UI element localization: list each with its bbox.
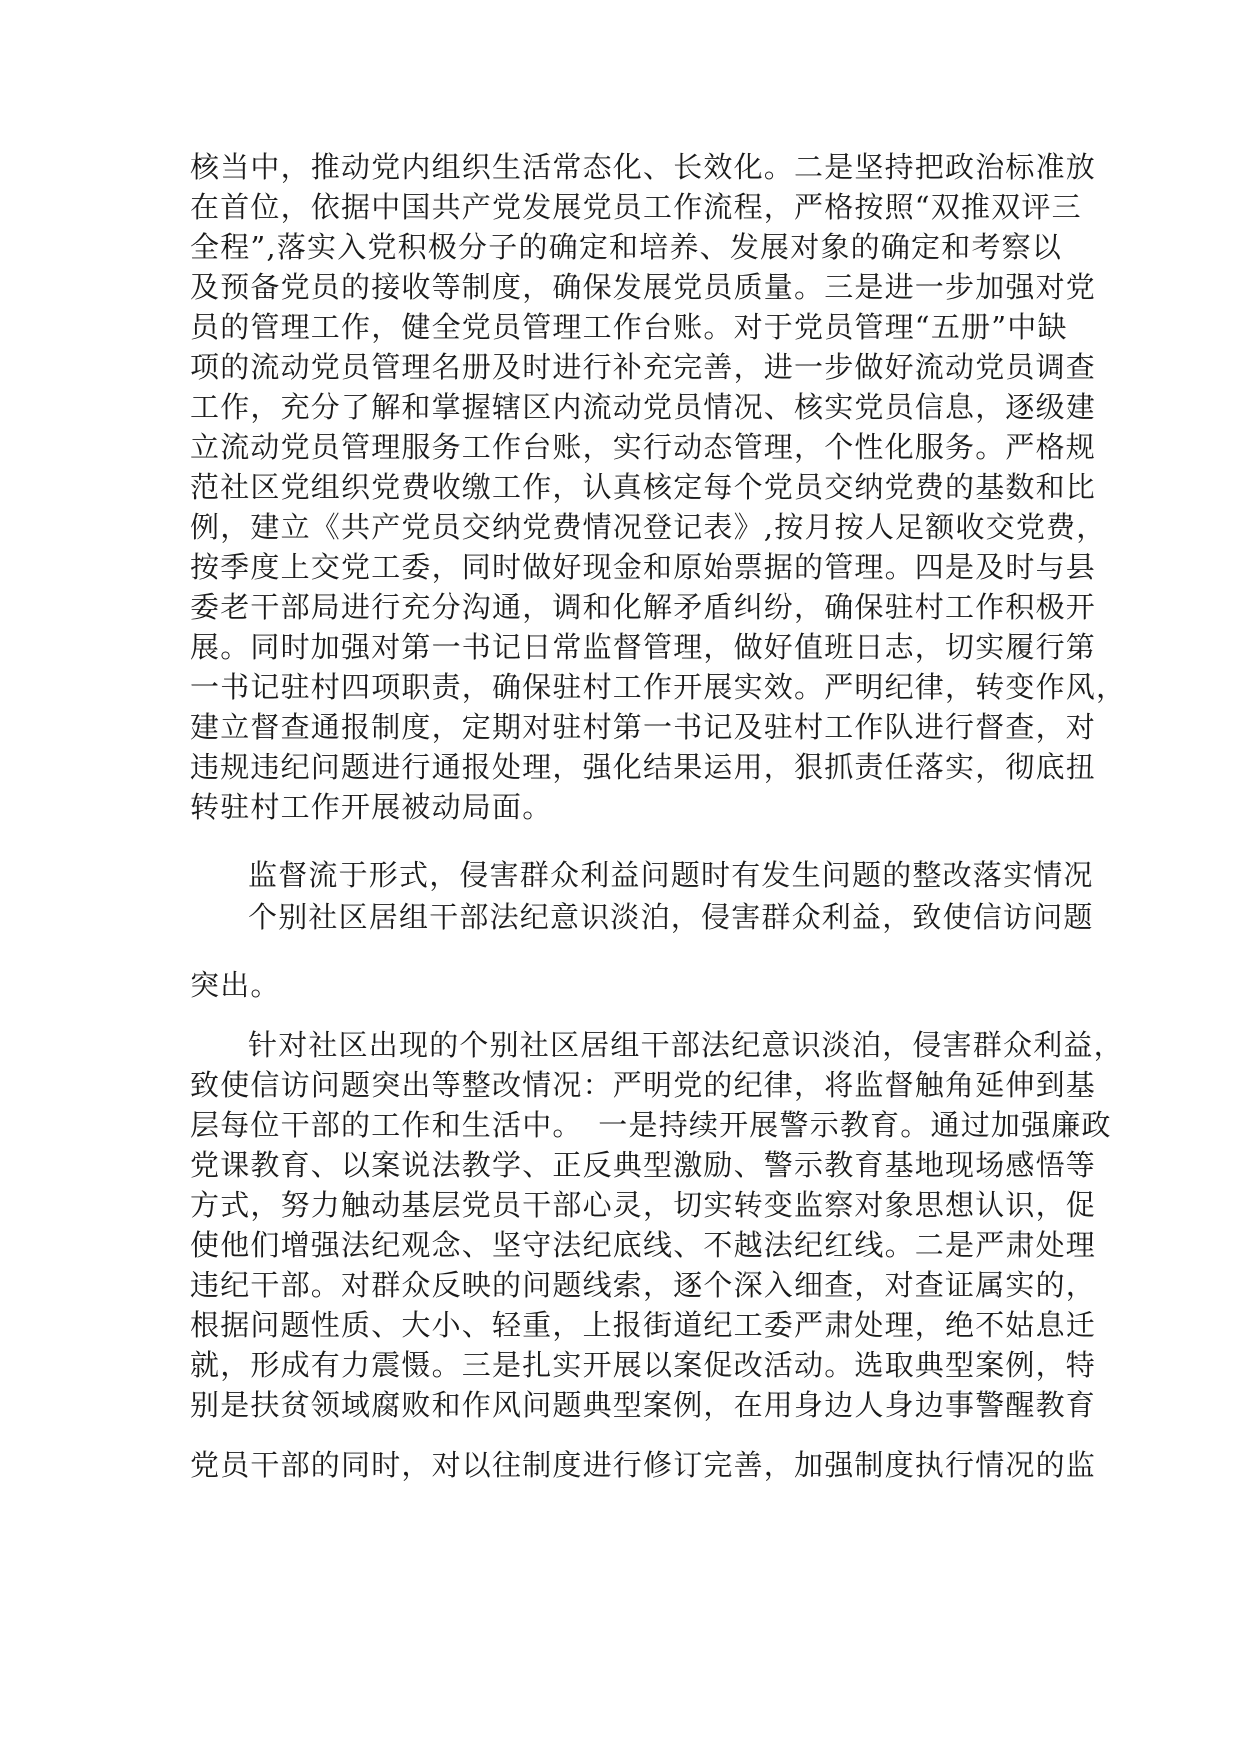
issue-statement-line: 个别社区居组干部法纪意识淡泊，侵害群众利益，致使信访问题 (248, 900, 1094, 934)
paragraph-1-line: 例，建立《共产党员交纳党费情况登记表》,按月按人足额收交党费， (190, 510, 1107, 544)
paragraph-2-line: 党员干部的同时，对以往制度进行修订完善，加强制度执行情况的监 (190, 1448, 1097, 1482)
paragraph-1-line: 范社区党组织党费收缴工作，认真核定每个党员交纳党费的基数和比 (190, 470, 1097, 504)
issue-statement-line: 突出。 (190, 968, 281, 1002)
paragraph-2-line: 党课教育、以案说法教学、正反典型激励、警示教育基地现场感悟等 (190, 1148, 1097, 1182)
paragraph-2-line: 方式，努力触动基层党员干部心灵，切实转变监察对象思想认识，促 (190, 1188, 1097, 1222)
paragraph-2-line: 层每位干部的工作和生活中。 一是持续开展警示教育。通过加强廉政 (190, 1108, 1112, 1142)
paragraph-1-line: 在首位，依据中国共产党发展党员工作流程，严格按照“双推双评三 (190, 190, 1082, 224)
paragraph-1-line: 一书记驻村四项职责，确保驻村工作开展实效。严明纪律，转变作风， (190, 670, 1127, 704)
paragraph-2-line: 致使信访问题突出等整改情况：严明党的纪律，将监督触角延伸到基 (190, 1068, 1097, 1102)
section-heading: 监督流于形式，侵害群众利益问题时有发生问题的整改落实情况 (248, 858, 1094, 892)
paragraph-2-line: 使他们增强法纪观念、坚守法纪底线、不越法纪红线。二是严肃处理 (190, 1228, 1097, 1262)
paragraph-1-line: 全程”,落实入党积极分子的确定和培养、发展对象的确定和考察以 (190, 230, 1063, 264)
paragraph-1-line: 核当中，推动党内组织生活常态化、长效化。二是坚持把政治标准放 (190, 150, 1097, 184)
paragraph-2-line: 根据问题性质、大小、轻重，上报街道纪工委严肃处理，绝不姑息迁 (190, 1308, 1097, 1342)
paragraph-1-line: 按季度上交党工委，同时做好现金和原始票据的管理。四是及时与县 (190, 550, 1097, 584)
paragraph-1-line: 工作，充分了解和掌握辖区内流动党员情况、核实党员信息，逐级建 (190, 390, 1097, 424)
paragraph-1-line: 转驻村工作开展被动局面。 (190, 790, 553, 824)
paragraph-1-line: 展。同时加强对第一书记日常监督管理，做好值班日志，切实履行第 (190, 630, 1097, 664)
paragraph-1-line: 及预备党员的接收等制度，确保发展党员质量。三是进一步加强对党 (190, 270, 1097, 304)
paragraph-2-line: 针对社区出现的个别社区居组干部法纪意识淡泊，侵害群众利益， (248, 1028, 1124, 1062)
paragraph-2-line: 违纪干部。对群众反映的问题线索，逐个深入细查，对查证属实的， (190, 1268, 1097, 1302)
paragraph-1-line: 建立督查通报制度，定期对驻村第一书记及驻村工作队进行督查，对 (190, 710, 1097, 744)
paragraph-2-line: 就，形成有力震慑。三是扎实开展以案促改活动。选取典型案例，特 (190, 1348, 1097, 1382)
paragraph-1-line: 立流动党员管理服务工作台账，实行动态管理，个性化服务。严格规 (190, 430, 1097, 464)
paragraph-2-line: 别是扶贫领域腐败和作风问题典型案例，在用身边人身边事警醒教育 (190, 1388, 1097, 1422)
paragraph-1-line: 项的流动党员管理名册及时进行补充完善，进一步做好流动党员调查 (190, 350, 1097, 384)
paragraph-1-line: 违规违纪问题进行通报处理，强化结果运用，狠抓责任落实，彻底扭 (190, 750, 1097, 784)
paragraph-1-line: 委老干部局进行充分沟通，调和化解矛盾纠纷，确保驻村工作积极开 (190, 590, 1097, 624)
paragraph-1-line: 员的管理工作，健全党员管理工作台账。对于党员管理“五册”中缺 (190, 310, 1068, 344)
